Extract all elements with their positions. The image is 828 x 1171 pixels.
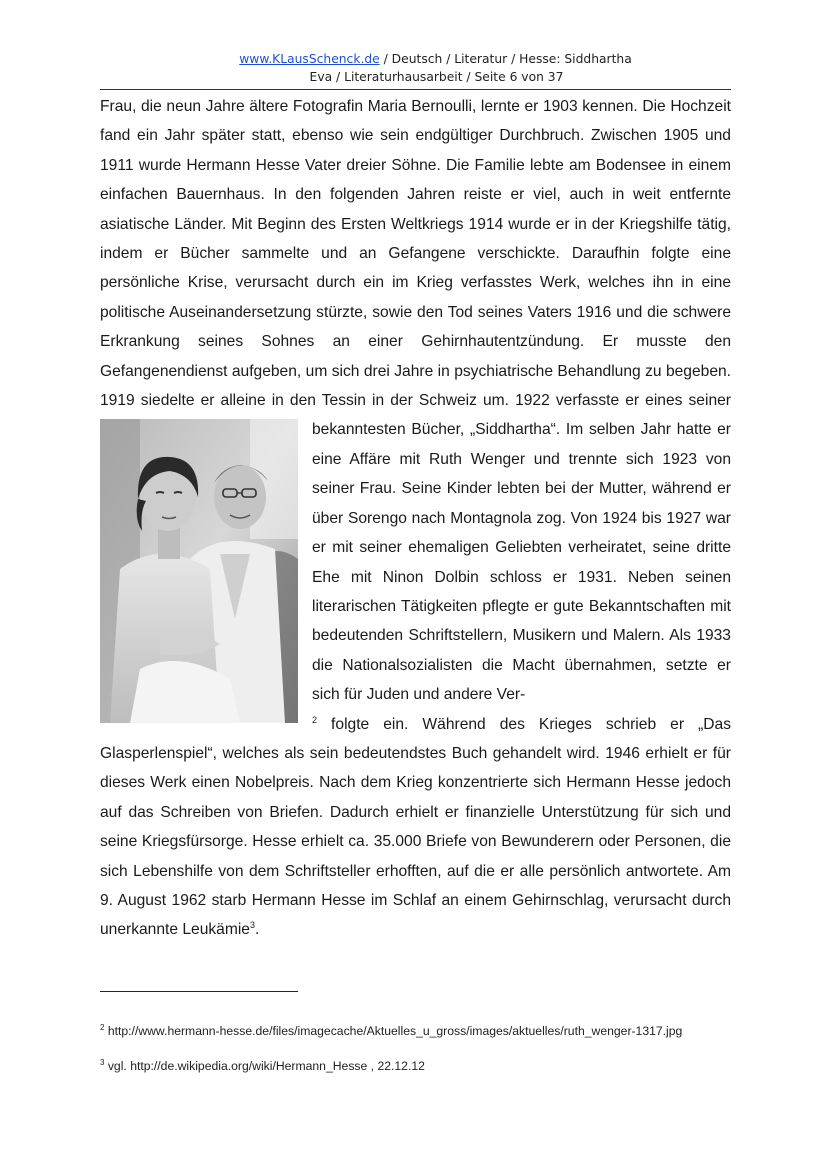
footnote-number: 2 [100,1022,105,1032]
body-text [100,92,731,945]
site-link[interactable]: www.KLausSchenck.de [239,52,380,66]
paragraph [100,92,731,945]
footnote-3 [100,1057,731,1075]
header-line-2: Eva / Literaturhausarbeit / Seite 6 von 37 [309,70,564,84]
footnote-number: 3 [100,1057,105,1067]
photo-hesse-and-ruth-wenger [100,419,298,723]
text-beside-photo: „Siddhartha“. Im selben Jahr hatte er eine Affäre mit Ruth Wenger und trennte sich 1923 von seiner Frau. Seine Kinder lebten bei der Mutter, während er über Sorengo nach Montagnola zog. Von 1924 bis 1927 war er mit seiner ehemaligen Geliebten verheiratet, seine dritte Ehe mit Ninon Dolbin schloss er 1931. Neben seinen literarischen Tätigkeiten pflegte er gute Bekanntschaften mit bedeutenden Schriftstellern, Musikern und Malern. Als 1933 die Nationalsozialisten die Macht übernahmen, setzte er sich für Juden und andere Ver- [312,421,731,704]
text-end-period: . [255,921,260,939]
footnote-text[interactable]: http://www.hermann-hesse.de/files/imagecache/Aktuelles_u_gross/images/aktuelles/ruth_wenger-1317.jpg [104,1024,683,1038]
footnotes [100,1022,731,1092]
header-breadcrumb: / Deutsch / Literatur / Hesse: Siddhartha [379,52,632,66]
text-after-photo: folgte ein. Während des Krieges schrieb er „Das Glasperlenspiel“, welches als sein bedeutendstes Buch gehandelt wird. 1946 erhielt er für dieses Werk einen Nobelpreis. Nach dem Krieg konzentrierte sich Hermann Hesse jedoch auf das Schreiben von Briefen. Dadurch erhielt er finanzielle Unterstützung für sich und seine Kriegsfürsorge. Hesse erhielt ca. 35.000 Briefe von Bewunderern oder Personen, die sich Lebenshilfe von dem Schriftsteller erhofften, auf die er alle persönlich antwortete. Am 9. August 1962 starb Hermann Hesse im Schlaf an einem Gehirnschlag, verursacht durch unerkannte Leukämie [100,715,731,939]
photo-image [100,419,298,723]
footnote-ref-2[interactable]: 2 [312,714,318,725]
footnote-text[interactable]: vgl. http://de.wikipedia.org/wiki/Hermann_Hesse , 22.12.12 [104,1059,425,1073]
footnote-ref-3[interactable]: 3 [249,920,255,931]
header-divider [100,89,731,90]
footnote-divider [100,991,298,992]
text-before-photo: Frau, die neun Jahre ältere Fotografin Maria Bernoulli, lernte er 1903 kennen. Die Hochzeit fand ein Jahr später statt, ebenso wie sein endgültiger Durchbruch. Zwischen 1905 und 1911 wurde Hermann Hesse Vater dreier Söhne. Die Familie lebte am Bodensee in einem einfachen Bauernhaus. In den folgenden Jahren reiste er viel, auch in weit entfernte asiatische Länder. Mit Beginn des Ersten Weltkriegs 1914 wurde er in der Kriegshilfe tätig, indem er Bücher sammelte und an Gefangene verschickte. Daraufhin folgte eine persönliche Krise, verursacht durch ein im Krieg verfasstes Werk, welches ihn in eine politische Auseinandersetzung stürzte, sowie den Tod seines Vaters 1916 und die schwere Erkrankung seines Sohnes an einer Gehirnhautentzündung. Er musste den Gefangenendienst aufgeben, um sich drei Jahre in psychiatrische Behandlung zu begeben. 1919 siedelte er alleine in den Tessin in der Schweiz um. 1922 verfasste er eines seiner bekanntesten Bücher, [100,98,731,439]
header-line-1 [100,50,731,68]
page-header [100,50,731,86]
footnote-2 [100,1022,731,1040]
